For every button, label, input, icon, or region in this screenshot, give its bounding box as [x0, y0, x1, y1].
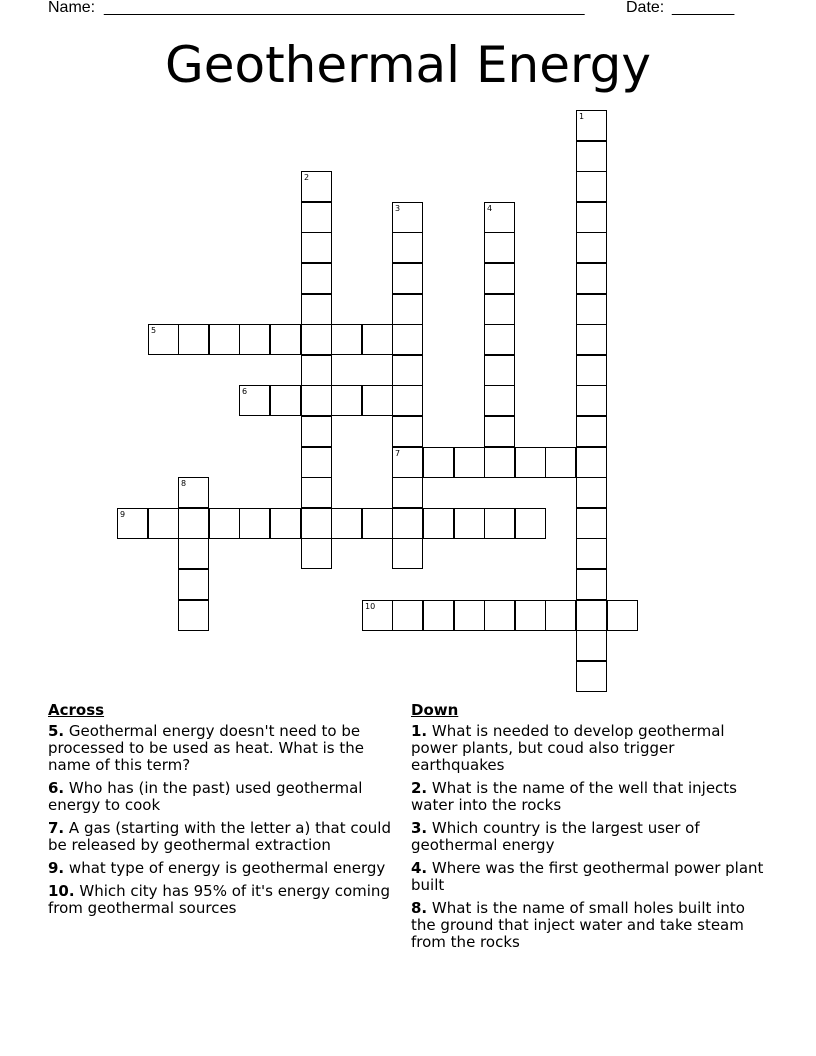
crossword-cell[interactable] [392, 355, 423, 386]
crossword-cell[interactable] [576, 508, 607, 539]
clue-number: 6. [48, 779, 65, 797]
crossword-cell[interactable] [392, 600, 423, 631]
crossword-cell[interactable] [484, 447, 515, 478]
crossword-cell[interactable] [117, 508, 148, 539]
crossword-cell[interactable] [576, 110, 607, 141]
clue-down-4 [411, 860, 771, 894]
crossword-cell[interactable] [178, 477, 209, 508]
crossword-cell[interactable] [178, 600, 209, 631]
clue-number: 2. [411, 779, 428, 797]
clue-across-10 [48, 883, 404, 917]
crossword-cell[interactable] [178, 569, 209, 600]
clues-across [48, 702, 404, 923]
crossword-cell[interactable] [545, 447, 576, 478]
crossword-cell[interactable] [270, 324, 301, 355]
crossword-cell[interactable] [576, 569, 607, 600]
clue-text: what type of energy is geothermal energy [68, 859, 386, 877]
crossword-cell[interactable] [423, 447, 454, 478]
crossword-cell[interactable] [545, 600, 576, 631]
crossword-cell[interactable] [576, 141, 607, 172]
crossword-cell[interactable] [576, 294, 607, 325]
down-heading: Down [411, 701, 459, 719]
crossword-cell[interactable] [148, 324, 179, 355]
crossword-cell[interactable] [392, 508, 423, 539]
crossword-cell[interactable] [576, 202, 607, 233]
clue-text: Where was the first geothermal power plant built [411, 859, 764, 894]
clue-text: Geothermal energy doesn't need to be processed to be used as heat. What is the name of this term? [48, 722, 365, 774]
cell-number: 3 [395, 204, 401, 213]
crossword-cell[interactable] [484, 416, 515, 447]
crossword-cell[interactable] [607, 600, 638, 631]
clue-text: A gas (starting with the letter a) that could be released by geothermal extraction [48, 819, 391, 854]
clue-number: 9. [48, 859, 65, 877]
crossword-cell[interactable] [454, 508, 485, 539]
crossword-cell[interactable] [392, 477, 423, 508]
crossword-cell[interactable] [576, 538, 607, 569]
across-heading: Across [48, 701, 105, 719]
crossword-cell[interactable] [576, 171, 607, 202]
crossword-cell[interactable] [576, 447, 607, 478]
crossword-cell[interactable] [209, 324, 240, 355]
crossword-cell[interactable] [392, 416, 423, 447]
crossword-cell[interactable] [454, 447, 485, 478]
clue-text: Which country is the largest user of geothermal energy [411, 819, 700, 854]
clue-across-7 [48, 820, 404, 854]
cell-number: 5 [151, 326, 157, 335]
crossword-cell[interactable] [576, 232, 607, 263]
crossword-cell[interactable] [301, 171, 332, 202]
crossword-cell[interactable] [392, 447, 423, 478]
crossword-cell[interactable] [484, 263, 515, 294]
crossword-cell[interactable] [576, 600, 607, 631]
crossword-cell[interactable] [362, 508, 393, 539]
crossword-cell[interactable] [178, 508, 209, 539]
clue-down-3 [411, 820, 771, 854]
crossword-cell[interactable] [301, 447, 332, 478]
crossword-cell[interactable] [301, 324, 332, 355]
crossword-cell[interactable] [301, 263, 332, 294]
crossword-cell[interactable] [454, 600, 485, 631]
crossword-cell[interactable] [515, 600, 546, 631]
crossword-cell[interactable] [484, 600, 515, 631]
crossword-cell[interactable] [392, 294, 423, 325]
crossword-cell[interactable] [576, 477, 607, 508]
crossword-cell[interactable] [362, 600, 393, 631]
crossword-cell[interactable] [484, 324, 515, 355]
cell-number: 9 [120, 510, 126, 519]
crossword-cell[interactable] [178, 538, 209, 569]
crossword-cell[interactable] [515, 447, 546, 478]
crossword-cell[interactable] [301, 355, 332, 386]
crossword-cell[interactable] [576, 630, 607, 661]
crossword-cell[interactable] [331, 385, 362, 416]
cell-number: 7 [395, 449, 401, 458]
crossword-cell[interactable] [484, 232, 515, 263]
crossword-cell[interactable] [484, 294, 515, 325]
crossword-cell[interactable] [301, 294, 332, 325]
crossword-cell[interactable] [209, 508, 240, 539]
cell-number: 2 [304, 173, 310, 182]
crossword-cell[interactable] [301, 508, 332, 539]
crossword-cell[interactable] [148, 508, 179, 539]
clue-number: 3. [411, 819, 428, 837]
cell-number: 4 [487, 204, 493, 213]
cell-number: 10 [365, 602, 376, 611]
name-field[interactable]: ______________________________________________________ [104, 0, 585, 16]
clue-down-1 [411, 723, 771, 774]
crossword-cell[interactable] [576, 385, 607, 416]
clue-across-5 [48, 723, 404, 774]
clue-number: 5. [48, 722, 65, 740]
crossword-cell[interactable] [178, 324, 209, 355]
clue-text: Who has (in the past) used geothermal energy to cook [48, 779, 363, 814]
crossword-cell[interactable] [331, 324, 362, 355]
crossword-cell[interactable] [484, 385, 515, 416]
clues-down [411, 702, 771, 957]
clue-down-8 [411, 900, 771, 951]
crossword-cell[interactable] [484, 508, 515, 539]
name-label: Name: [48, 0, 96, 16]
crossword-cell[interactable] [270, 508, 301, 539]
cell-number: 6 [242, 387, 248, 396]
clue-text: What is the name of small holes built into the ground that inject water and take steam from the rocks [411, 899, 745, 951]
clue-number: 7. [48, 819, 65, 837]
crossword-cell[interactable] [392, 324, 423, 355]
crossword-cell[interactable] [331, 508, 362, 539]
page-title: Geothermal Energy [164, 36, 651, 94]
crossword-cell[interactable] [576, 661, 607, 692]
crossword-cell[interactable] [301, 385, 332, 416]
crossword-cell[interactable] [270, 385, 301, 416]
crossword-cell[interactable] [423, 508, 454, 539]
crossword-cell[interactable] [484, 202, 515, 233]
crossword-cell[interactable] [576, 355, 607, 386]
clue-text: What is needed to develop geothermal power plants, but coud also trigger earthquakes [411, 722, 725, 774]
crossword-cell[interactable] [239, 324, 270, 355]
crossword-cell[interactable] [392, 202, 423, 233]
crossword-cell[interactable] [301, 232, 332, 263]
crossword-cell[interactable] [301, 477, 332, 508]
clue-down-2 [411, 780, 771, 814]
crossword-cell[interactable] [239, 385, 270, 416]
cell-number: 1 [579, 112, 585, 121]
crossword-cell[interactable] [362, 385, 393, 416]
crossword-cell[interactable] [392, 385, 423, 416]
crossword-cell[interactable] [301, 538, 332, 569]
clue-text: Which city has 95% of it's energy coming from geothermal sources [48, 882, 390, 917]
crossword-cell[interactable] [576, 263, 607, 294]
crossword-cell[interactable] [301, 202, 332, 233]
crossword-cell[interactable] [301, 416, 332, 447]
clue-across-9 [48, 860, 404, 877]
clue-number: 1. [411, 722, 428, 740]
crossword-cell[interactable] [576, 324, 607, 355]
crossword-cell[interactable] [515, 508, 546, 539]
date-field[interactable]: _______ [672, 0, 735, 16]
date-label: Date: [626, 0, 665, 16]
clue-text: What is the name of the well that injects water into the rocks [411, 779, 737, 814]
clue-number: 8. [411, 899, 428, 917]
crossword-cell[interactable] [392, 538, 423, 569]
crossword-cell[interactable] [576, 416, 607, 447]
crossword-cell[interactable] [362, 324, 393, 355]
clue-number: 4. [411, 859, 428, 877]
crossword-cell[interactable] [484, 355, 515, 386]
crossword-cell[interactable] [392, 232, 423, 263]
clue-number: 10. [48, 882, 75, 900]
crossword-cell[interactable] [423, 600, 454, 631]
cell-number: 8 [181, 479, 187, 488]
crossword-cell[interactable] [239, 508, 270, 539]
clue-across-6 [48, 780, 404, 814]
crossword-cell[interactable] [392, 263, 423, 294]
